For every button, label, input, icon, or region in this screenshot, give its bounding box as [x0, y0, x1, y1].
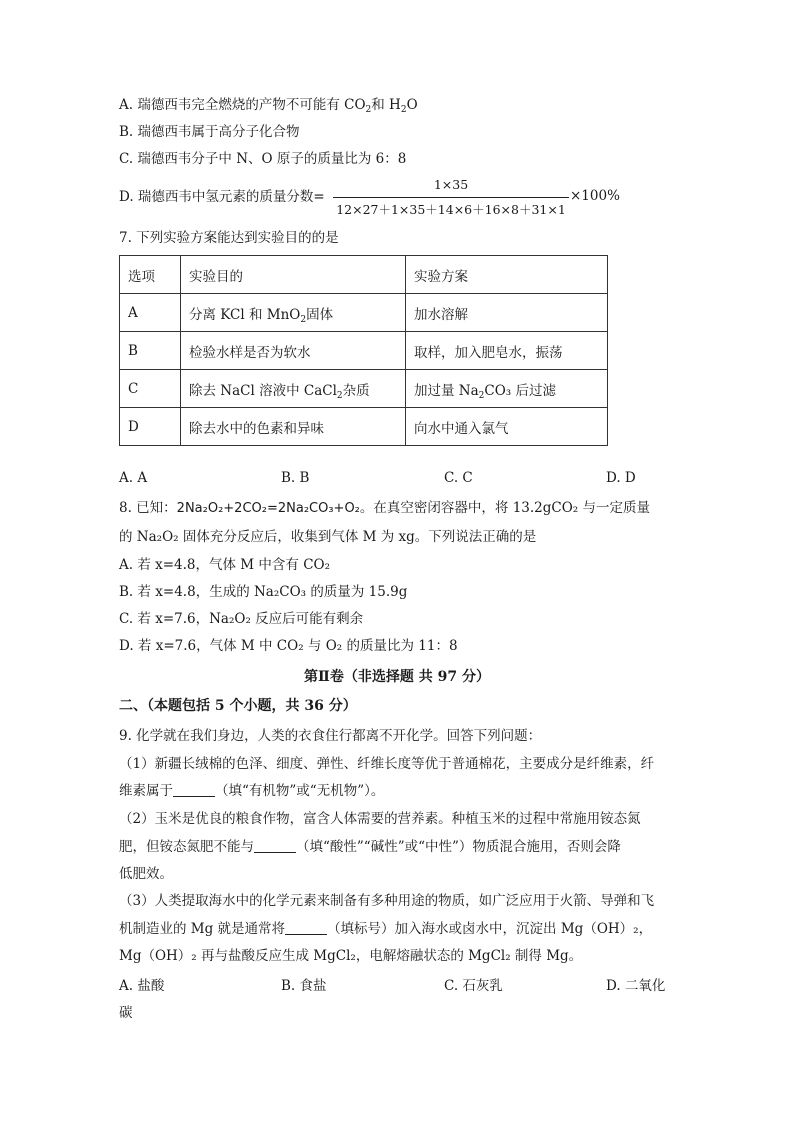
answer-blank[interactable]: [173, 783, 215, 797]
cell-text: 除去 NaCl 溶液中 CaCl: [189, 382, 337, 399]
q9-part1-line2: [119, 782, 384, 800]
q9-part2-line1: （2）玉米是优良的粮食作物，富含人体需要的营养素。种植玉米的过程中常施用铵态氮: [119, 811, 641, 827]
subscript: 2: [300, 314, 307, 325]
q8-stem-label: 8. 已知：: [119, 500, 177, 516]
fraction-suffix: ×100%: [570, 188, 620, 204]
answer-blank[interactable]: [285, 921, 327, 935]
section-title: 第Ⅱ卷（非选择题 共 97 分）: [304, 669, 490, 685]
q9-part2-text: （填“酸性”“碱性”或“中性”）物质混合施用，否则会降: [296, 839, 621, 855]
table-cell: B: [120, 332, 181, 370]
q9-part3-text: （填标号）加入海水或卤水中，沉淀出 Mg（OH）₂，: [327, 921, 653, 937]
q7-answer-a: A. A: [119, 470, 148, 486]
q9-option-d-wrap: 碳: [119, 1005, 133, 1021]
q9-option-c: C. 石灰乳: [444, 978, 503, 994]
q9-option-d: D. 二氧化: [606, 978, 666, 994]
table-cell: [181, 294, 406, 332]
table-cell: 向水中通入氯气: [406, 408, 608, 446]
q9-part2-line3: 低肥效。: [119, 866, 173, 882]
q9-part1-text: （填“有机物”或“无机物”）。: [215, 783, 385, 799]
cell-text: CO₃ 后过滤: [484, 382, 556, 399]
q8-option-c: C. 若 x=7.6，Na₂O₂ 反应后可能有剩余: [119, 611, 364, 627]
cell-text: 杂质: [342, 382, 370, 399]
subscript: 2: [365, 105, 372, 115]
subscript: 2: [400, 105, 407, 115]
q9-part3-text: 机制造业的 Mg 就是通常将: [119, 921, 286, 937]
q9-part3-line1: （3）人类提取海水中的化学元素来制备有多种用途的物质，如广泛应用于火箭、导弹和飞: [119, 893, 655, 909]
part-title: 二、（本题包括 5 个小题，共 36 分）: [119, 698, 357, 714]
cell-text: 加过量 Na: [414, 382, 479, 399]
table-cell: 取样，加入肥皂水，振荡: [406, 332, 608, 370]
table-row: [120, 332, 608, 370]
q9-stem: 9. 化学就在我们身边，人类的衣食住行都离不开化学。回答下列问题：: [119, 728, 542, 744]
fraction-denominator: 12×27＋1×35＋14×6＋16×8＋31×1: [336, 202, 566, 217]
table-cell: 除去水中的色素和异味: [181, 408, 406, 446]
table-row: [120, 408, 608, 446]
q7-answer-b: B. B: [281, 470, 310, 486]
q7-answer-c: C. C: [444, 470, 473, 486]
q9-option-b: B. 食盐: [281, 978, 327, 994]
table-cell: [181, 370, 406, 408]
chemical-equation: 2Na₂O₂+2CO₂=2Na₂CO₃+O₂: [176, 501, 360, 516]
q9-option-a: A. 盐酸: [119, 978, 165, 994]
q8-option-d: D. 若 x=7.6，气体 M 中 CO₂ 与 O₂ 的质量比为 11：8: [119, 638, 458, 654]
cell-text: 分离 KCl 和 MnO: [189, 306, 301, 323]
table-cell: C: [120, 370, 181, 408]
table-cell: [406, 370, 608, 408]
table-cell: A: [120, 294, 181, 332]
table-header-cell: 选项: [120, 256, 181, 294]
q6-option-a: [119, 96, 418, 114]
fraction-numerator: 1×35: [433, 177, 469, 192]
q6-option-a-text-end: O: [406, 97, 418, 113]
q9-part3-line3: Mg（OH）₂ 再与盐酸反应生成 MgCl₂，电解熔融状态的 MgCl₂ 制得 Mg。: [119, 948, 583, 964]
table-header-cell: 实验方案: [406, 256, 608, 294]
subscript: 2: [478, 390, 485, 401]
q9-part2-text: 肥，但铵态氮肥不能与: [119, 839, 254, 855]
answer-blank[interactable]: [254, 839, 296, 853]
q6-option-d: [119, 188, 325, 206]
cell-text: 固体: [306, 306, 334, 323]
q6-option-d-prefix: D. 瑞德西韦中氢元素的质量分数=: [119, 189, 325, 205]
q8-stem-line1: [119, 499, 650, 518]
q8-option-a: A. 若 x=4.8，气体 M 中含有 CO₂: [119, 557, 331, 573]
q7-stem: 7. 下列实验方案能达到实验目的的是: [119, 230, 339, 246]
table-row: [120, 370, 608, 408]
table-cell: 加水溶解: [406, 294, 608, 332]
q6-option-a-text-mid: 和 H: [371, 97, 401, 113]
q8-stem-line2: 的 Na₂O₂ 固体充分反应后，收集到气体 M 为 xg。下列说法正确的是: [119, 529, 537, 545]
q6-option-a-text: A. 瑞德西韦完全燃烧的产物不可能有 CO: [119, 97, 366, 113]
q6-option-b: B. 瑞德西韦属于高分子化合物: [119, 124, 300, 140]
q9-part1-line1: （1）新疆长绒棉的色泽、细度、弹性、纤维长度等优于普通棉花，主要成分是纤维素，纤: [119, 756, 655, 772]
q9-part1-text: 维素属于: [119, 783, 173, 799]
q6-option-c: C. 瑞德西韦分子中 N、O 原子的质量比为 6：8: [119, 151, 407, 167]
q9-part3-line2: [119, 920, 652, 938]
table-cell: D: [120, 408, 181, 446]
q8-stem-text: 。在真空密闭容器中，将 13.2gCO₂ 与一定质量: [359, 500, 650, 516]
experiment-table: [119, 255, 608, 446]
table-row: [120, 294, 608, 332]
fraction-bar: [333, 197, 569, 198]
q8-option-b: B. 若 x=4.8，生成的 Na₂CO₃ 的质量为 15.9g: [119, 584, 408, 600]
q7-answer-d: D. D: [606, 470, 636, 486]
table-header-row: [120, 256, 608, 294]
table-header-cell: 实验目的: [181, 256, 406, 294]
table-cell: 检验水样是否为软水: [181, 332, 406, 370]
q9-part2-line2: [119, 838, 621, 856]
subscript: 2: [336, 390, 343, 401]
